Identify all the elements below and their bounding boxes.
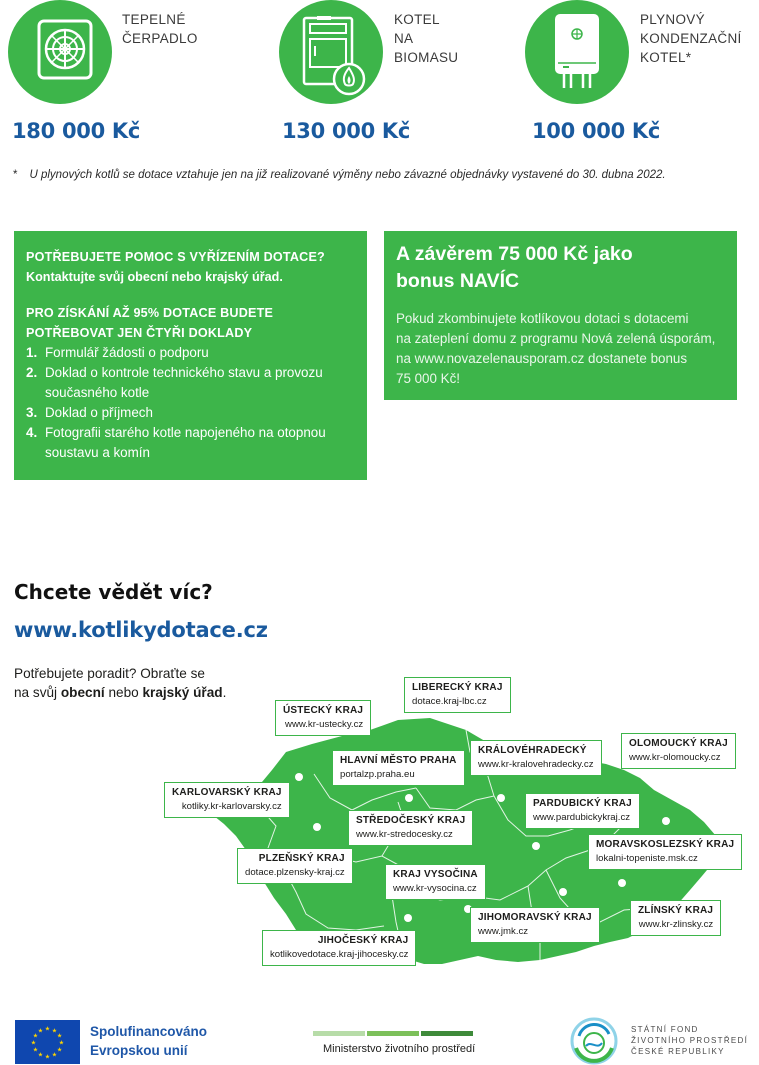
list-number: 2. (26, 365, 38, 380)
documents-heading: PRO ZÍSKÁNÍ AŽ 95% DOTACE BUDETE POTŘEBOVAT JEN ČTYŘI DOKLADY (26, 306, 274, 340)
help-heading: POTŘEBUJETE POMOC S VYŘÍZENÍM DOTACE? (26, 250, 325, 264)
website-link[interactable]: www.kotlikydotace.cz (14, 618, 268, 642)
region-name: OLOMOUCKÝ KRAJ (629, 738, 728, 749)
documents-list (26, 343, 355, 463)
svg-text:★: ★ (30, 1039, 37, 1047)
region-name: JIHOMORAVSKÝ KRAJ (478, 912, 592, 923)
biomass-boiler-icon (279, 0, 383, 104)
region-url[interactable]: www.kr-zlinsky.cz (638, 919, 714, 930)
region-jihocesky (262, 930, 416, 966)
list-item (26, 403, 355, 423)
region-kralovehradecky (470, 740, 602, 776)
region-name: KARLOVARSKÝ KRAJ (172, 787, 282, 798)
list-number: 1. (26, 345, 38, 360)
list-number: 4. (26, 425, 38, 440)
svg-text:★: ★ (56, 1032, 63, 1040)
region-url[interactable]: www.kr-vysocina.cz (393, 883, 477, 894)
advice-part: . (222, 685, 227, 700)
heating-label: KOTEL NA BIOMASU (394, 12, 459, 65)
ministry-logo-bars (313, 1031, 473, 1036)
region-pardubicky (525, 793, 640, 829)
footnote-text: U plynových kotlů se dotace vztahuje jen na již realizované výměny nebo závazné objednávky vystavené do 30. dubna 2022. (29, 169, 666, 181)
advice-bold: krajský úřad (142, 685, 223, 700)
region-name: ZLÍNSKÝ KRAJ (638, 905, 714, 916)
region-name: ÚSTECKÝ KRAJ (283, 705, 364, 716)
region-praha (332, 750, 465, 786)
svg-text:★: ★ (32, 1046, 39, 1054)
help-box (14, 231, 367, 480)
region-url[interactable]: www.kr-kralovehradecky.cz (478, 759, 594, 770)
region-stredocesky (348, 810, 473, 846)
advice-part: na svůj (14, 685, 61, 700)
list-text: Doklad o příjmech (45, 405, 153, 420)
heating-price: 130 000 Kč (282, 119, 411, 143)
ministry-name: Ministerstvo životního prostředí (323, 1043, 476, 1055)
svg-text:★: ★ (44, 1053, 51, 1061)
heating-price: 180 000 Kč (12, 119, 141, 143)
footnote (13, 169, 666, 181)
svg-text:★: ★ (44, 1025, 51, 1033)
sfzp-name: STÁTNÍ FOND ŽIVOTNÍHO PROSTŘEDÍ ČESKÉ REPUBLIKY (631, 1025, 749, 1056)
list-number: 3. (26, 405, 38, 420)
help-subheading: Kontaktujte svůj obecní nebo krajský úřad. (26, 270, 283, 284)
region-jihomoravsky (470, 907, 600, 943)
heating-label: TEPELNÉ ČERPADLO (122, 12, 198, 46)
region-zlinsky (630, 900, 721, 936)
region-url[interactable]: kotlikovedotace.kraj-jihocesky.cz (270, 949, 409, 960)
bonus-box (384, 231, 737, 400)
list-item (26, 423, 355, 463)
list-item (26, 363, 355, 403)
region-name: HLAVNÍ MĚSTO PRAHA (340, 755, 457, 766)
svg-text:★: ★ (58, 1039, 65, 1047)
eu-cofinancing-text: Spolufinancováno Evropskou unií (90, 1024, 208, 1058)
list-text: Formulář žádosti o podporu (45, 345, 209, 360)
region-karlovarsky (164, 782, 290, 818)
region-url[interactable]: lokalni-topeniste.msk.cz (596, 853, 698, 864)
svg-text:★: ★ (56, 1046, 63, 1054)
svg-text:★: ★ (51, 1051, 58, 1059)
advice-part: nebo (104, 685, 143, 700)
svg-text:★: ★ (37, 1051, 44, 1059)
region-name: PARDUBICKÝ KRAJ (533, 798, 632, 809)
gas-boiler-icon (525, 0, 629, 104)
region-name: KRAJ VYSOČINA (393, 869, 478, 880)
svg-text:★: ★ (37, 1027, 44, 1035)
heating-options (0, 0, 759, 160)
region-ustecky (275, 700, 371, 736)
region-url[interactable]: www.kr-stredocesky.cz (356, 829, 453, 840)
region-url[interactable]: dotace.kraj-lbc.cz (412, 696, 487, 707)
heating-price: 100 000 Kč (532, 119, 661, 143)
advice-line: Potřebujete poradit? Obraťte se (14, 666, 205, 681)
svg-text:★: ★ (51, 1027, 58, 1035)
list-text: Fotografii starého kotle napojeného na otopnou soustavu a komín (45, 425, 326, 460)
bonus-text: Pokud zkombinujete kotlíkovou dotaci s dotacemi na zateplení domu z programu Nová zelená úsporám, na www.novazelenausporam.cz dostanete bonus 75 000 Kč! (396, 311, 716, 386)
bonus-title: A závěrem 75 000 Kč jako bonus NAVÍC (396, 243, 633, 292)
list-text: Doklad o kontrole technického stavu a provozu současného kotle (45, 365, 323, 400)
region-url[interactable]: kotliky.kr-karlovarsky.cz (181, 801, 282, 812)
region-name: MORAVSKOSLEZSKÝ KRAJ (596, 839, 735, 850)
advice-bold: obecní (60, 685, 105, 700)
footnote-star: * (13, 169, 18, 181)
region-url[interactable]: www.pardubickykraj.cz (533, 812, 631, 823)
svg-text:★: ★ (32, 1032, 39, 1040)
region-url[interactable]: dotace.plzensky-kraj.cz (245, 867, 345, 878)
region-url[interactable]: www.kr-ustecky.cz (285, 719, 364, 730)
region-name: STŘEDOČESKÝ KRAJ (356, 815, 466, 826)
region-name: KRÁLOVÉHRADECKÝ (478, 745, 587, 756)
heating-label: PLYNOVÝ KONDENZAČNÍ KOTEL* (640, 12, 742, 65)
region-name: PLZEŇSKÝ KRAJ (258, 853, 345, 864)
eu-flag-icon (15, 1020, 80, 1064)
region-olomoucky (621, 733, 736, 769)
region-vysocina (385, 864, 486, 900)
region-liberecky (404, 677, 511, 713)
list-item (26, 343, 355, 363)
region-moravskoslezsky (588, 834, 742, 870)
sfzp-logo-icon (569, 1016, 619, 1065)
region-name: JIHOČESKÝ KRAJ (317, 935, 409, 946)
region-url[interactable]: www.jmk.cz (478, 926, 529, 937)
region-url[interactable]: portalzp.praha.eu (340, 769, 415, 780)
region-plzensky (237, 848, 353, 884)
region-url[interactable]: www.kr-olomoucky.cz (629, 752, 721, 763)
more-info-title: Chcete vědět víc? (14, 580, 213, 604)
heat-pump-icon (8, 0, 112, 104)
region-name: LIBERECKÝ KRAJ (412, 682, 503, 693)
